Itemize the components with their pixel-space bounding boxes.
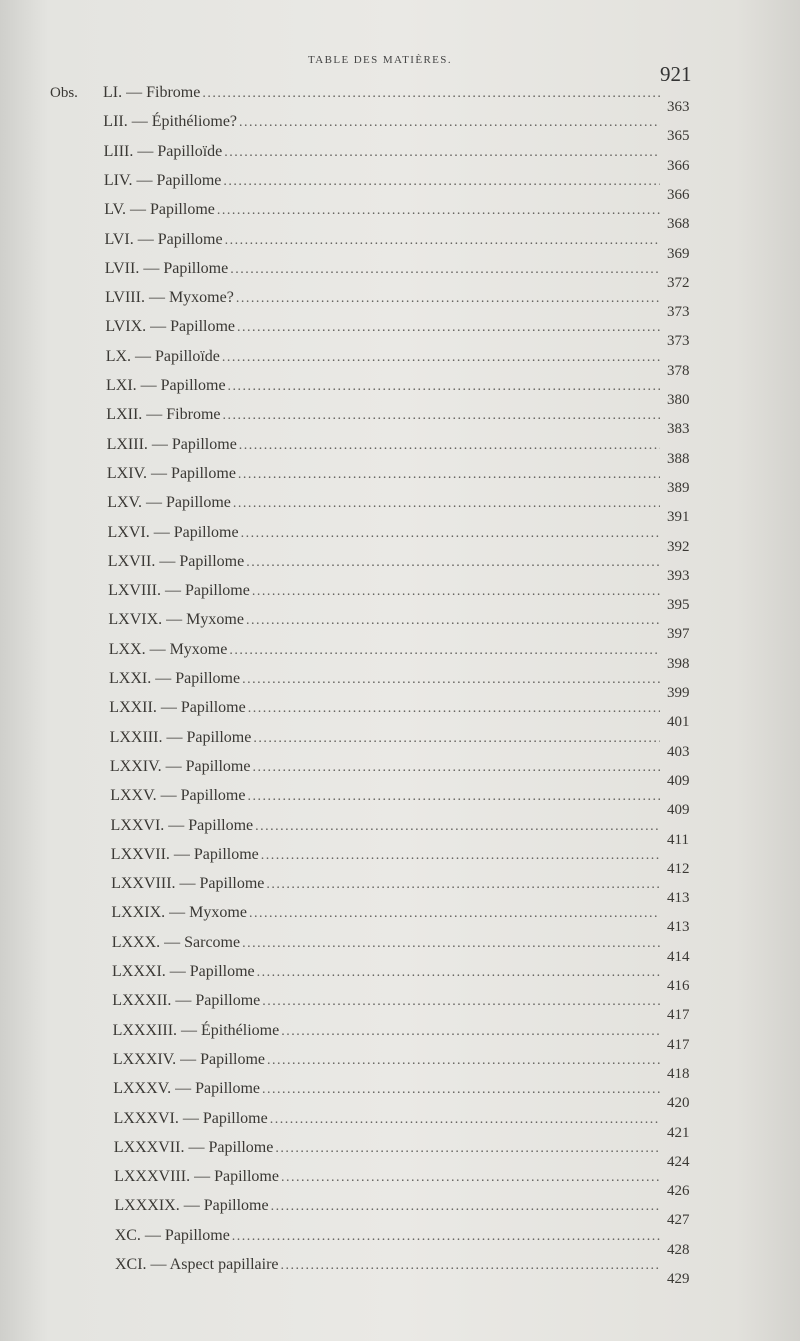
- toc-entry: [0, 82, 800, 115]
- toc-entry: [0, 609, 800, 643]
- toc-entry: [0, 1166, 800, 1200]
- toc-entry-label: LXXVIII. — Papillome: [111, 875, 265, 893]
- toc-entry-label: LIV. — Papillome: [103, 171, 222, 189]
- toc-entry-page: 398: [667, 655, 690, 672]
- toc-entry: [0, 1020, 800, 1053]
- toc-entry: [0, 1254, 800, 1287]
- toc-entry-page: 363: [667, 99, 690, 115]
- dot-leader: [246, 552, 660, 574]
- toc-entry-line: [110, 727, 660, 750]
- toc-entry-line: [109, 697, 660, 720]
- toc-entry-line: [115, 1254, 660, 1277]
- toc-entry-line: [109, 668, 660, 691]
- toc-entry-page: 365: [667, 128, 690, 145]
- toc-entry-line: [108, 522, 661, 545]
- toc-entry-page: 368: [667, 216, 690, 233]
- toc-entry-label: LII. — Épithéliome?: [103, 113, 238, 131]
- toc-entry-page: 409: [667, 772, 690, 789]
- toc-entry-line: [104, 199, 660, 222]
- toc-entry-page: 392: [667, 538, 690, 555]
- toc-entry-page: 397: [667, 626, 690, 643]
- obs-prefix: Obs.: [50, 85, 78, 101]
- toc-entry-line: [106, 375, 660, 398]
- dot-leader: [281, 1255, 660, 1277]
- toc-entry-label: LXXXIII. — Épithéliome: [112, 1021, 280, 1039]
- toc-entry: [0, 902, 800, 936]
- toc-entry-line: [113, 1020, 660, 1043]
- toc-entry-line: [107, 492, 660, 515]
- toc-entry-page: 428: [667, 1241, 690, 1258]
- toc-entry-line: [106, 346, 660, 369]
- toc-entry-page: 393: [667, 567, 690, 584]
- toc-entry: [0, 492, 800, 526]
- dot-leader: [252, 581, 660, 603]
- toc-entry-line: [106, 404, 660, 427]
- toc-entry: [0, 639, 800, 672]
- toc-entry-label: LXXIV. — Papillome: [109, 757, 251, 775]
- toc-entry: [0, 375, 800, 408]
- dot-leader: [239, 435, 660, 457]
- toc-entry-line: [107, 463, 660, 486]
- toc-entry-page: 389: [667, 479, 690, 496]
- toc-entry-line: [112, 932, 660, 955]
- toc-entry-page: 380: [667, 392, 690, 408]
- toc-entry-line: [112, 961, 660, 984]
- toc-entry: [0, 990, 800, 1024]
- toc-entry: [0, 697, 800, 731]
- toc-entry: [0, 932, 800, 965]
- toc-entry-label: LXI. — Papillome: [106, 377, 226, 394]
- dot-leader: [281, 1021, 660, 1043]
- toc-entry-page: 399: [667, 685, 690, 701]
- toc-entry-page: 391: [667, 509, 690, 526]
- toc-entry-label: LXXII. — Papillome: [109, 699, 246, 717]
- toc-entry-line: [111, 902, 660, 925]
- toc-entry-line: [103, 111, 660, 134]
- toc-entry-label: XCI. — Aspect papillaire: [115, 1256, 279, 1273]
- dot-leader: [249, 903, 660, 925]
- toc-entry-line: [105, 258, 660, 281]
- dot-leader: [239, 112, 660, 134]
- toc-entry-line: [107, 434, 660, 457]
- toc-entry-label: LIII. — Papilloïde: [103, 142, 223, 160]
- toc-entry: [0, 873, 800, 907]
- toc-entry-label: LXXXI. — Papillome: [112, 963, 255, 980]
- toc-entry-page: 413: [667, 919, 690, 936]
- toc-entry-page: 401: [667, 714, 690, 731]
- toc-entry-page: 373: [667, 304, 690, 321]
- toc-entry: [0, 727, 800, 760]
- toc-entry-line: [104, 170, 660, 193]
- page-number: 921: [660, 62, 692, 86]
- toc-entry-line: [104, 141, 660, 164]
- dot-leader: [262, 991, 660, 1013]
- toc-entry-page: 424: [667, 1153, 690, 1170]
- toc-entry: [0, 756, 800, 789]
- toc-entry-page: 429: [667, 1271, 690, 1287]
- toc-entry-label: LXVIX. — Myxome: [108, 611, 244, 629]
- toc-entry-line: [105, 229, 661, 252]
- toc-entry: [0, 1225, 800, 1258]
- toc-entry: [0, 287, 800, 321]
- toc-entry-label: LXXV. — Papillome: [110, 787, 246, 805]
- toc-entry-line: [111, 873, 660, 896]
- toc-entry-label: LI. — Fibrome: [103, 84, 201, 101]
- toc-entry-line: [112, 990, 660, 1013]
- toc-entry: [0, 199, 800, 233]
- toc-entry-line: [114, 1108, 661, 1131]
- toc-entry: [0, 668, 800, 701]
- toc-entry-line: [114, 1195, 660, 1218]
- toc-entry-page: 409: [667, 802, 690, 819]
- toc-entry-label: LXXVI. — Papillome: [110, 816, 254, 834]
- toc-entry-page: 421: [667, 1124, 690, 1141]
- toc-entry-line: [113, 1049, 660, 1072]
- toc-entry-page: 366: [667, 186, 690, 203]
- toc-entry-line: [114, 1166, 660, 1189]
- toc-entry-line: [115, 1225, 660, 1248]
- toc-entry-page: 388: [667, 450, 690, 467]
- dot-leader: [255, 816, 660, 838]
- dot-leader: [271, 1196, 660, 1218]
- toc-entry: [0, 1137, 800, 1170]
- toc-entry-page: 369: [667, 245, 690, 262]
- dot-leader: [261, 845, 660, 867]
- toc-entry: [0, 551, 800, 584]
- toc-entry-line: [113, 1078, 660, 1101]
- toc-entry-page: 427: [667, 1212, 690, 1229]
- toc-entry-line: [105, 316, 660, 339]
- toc-entry: [0, 1049, 800, 1082]
- toc-entry-label: LXXXVII. — Papillome: [113, 1138, 274, 1156]
- dot-leader: [230, 259, 660, 281]
- toc-entry-line: [108, 551, 660, 574]
- toc-entry-page: 417: [667, 1036, 690, 1053]
- toc-entry: [0, 258, 800, 291]
- toc-entry-label: LXXXVIII. — Papillome: [114, 1168, 279, 1186]
- toc-entry-label: LXXIX. — Myxome: [111, 904, 247, 922]
- dot-leader: [246, 610, 660, 632]
- toc-entry-label: LXVIII. — Papillome: [108, 582, 250, 600]
- toc-entry-page: 417: [667, 1007, 690, 1024]
- dot-leader: [266, 874, 660, 896]
- toc-entry-page: 426: [667, 1183, 690, 1200]
- toc-entry-page: 372: [667, 274, 690, 291]
- toc-entry-label: LXXXV. — Papillome: [113, 1080, 260, 1098]
- dot-leader: [233, 493, 660, 515]
- toc-entry-label: LXXXII. — Papillome: [112, 992, 261, 1010]
- dot-leader: [238, 464, 660, 486]
- toc-entry: [0, 815, 800, 848]
- dot-leader: [223, 171, 660, 193]
- toc-entry-label: LXXIII. — Papillome: [109, 728, 252, 746]
- toc-entry: [0, 170, 800, 203]
- toc-entry-page: 366: [667, 157, 690, 174]
- toc-entry: [0, 785, 800, 819]
- dot-leader: [267, 1050, 660, 1072]
- dot-leader: [275, 1138, 660, 1160]
- toc-entry-label: LXII. — Fibrome: [106, 406, 221, 424]
- toc-entry-label: LXXXIX. — Papillome: [114, 1197, 269, 1215]
- toc-entry-label: LXVI. — Papillome: [107, 523, 239, 541]
- dot-leader: [228, 376, 660, 398]
- toc-entry-label: LXXX. — Sarcome: [111, 933, 241, 951]
- dot-leader: [253, 728, 660, 750]
- toc-entry-page: 403: [667, 743, 690, 760]
- toc-entry-label: LXXXVI. — Papillome: [113, 1109, 268, 1127]
- toc-entry: [0, 229, 800, 262]
- toc-entry: [0, 522, 800, 555]
- toc-entry-label: LXIV. — Papillome: [106, 464, 236, 482]
- toc-entry-line: [109, 639, 660, 662]
- toc-entry-page: 383: [667, 421, 690, 438]
- toc-entry-line: [103, 82, 660, 105]
- toc-entry-label: LXXI. — Papillome: [109, 670, 241, 687]
- toc-entry-page: 416: [667, 978, 690, 994]
- toc-entry: [0, 434, 800, 467]
- toc-entry: [0, 346, 800, 379]
- toc-entry: [0, 844, 800, 877]
- toc-entry-page: 373: [667, 333, 690, 350]
- toc-entry: [0, 1108, 800, 1141]
- toc-entry: [0, 1195, 800, 1229]
- toc-entry-label: LVII. — Papillome: [104, 259, 229, 277]
- toc-entry-page: 418: [667, 1065, 690, 1082]
- toc-entry-line: [111, 844, 660, 867]
- toc-entry-label: LXXXIV. — Papillome: [112, 1050, 266, 1068]
- dot-leader: [222, 347, 660, 369]
- toc-entry-label: LXV. — Papillome: [107, 494, 231, 512]
- toc-entry: [0, 1078, 800, 1112]
- toc-entry-page: 413: [667, 890, 690, 907]
- toc-entry-line: [110, 756, 660, 779]
- dot-leader: [217, 200, 660, 222]
- toc-entry-line: [108, 580, 660, 603]
- dot-leader: [202, 83, 660, 105]
- toc-entry-label: LXVII. — Papillome: [107, 552, 245, 570]
- toc-entry-page: 414: [667, 948, 690, 965]
- dot-leader: [270, 1109, 660, 1131]
- toc-entry-line: [105, 287, 660, 310]
- dot-leader: [224, 142, 660, 164]
- toc-entry: [0, 316, 800, 350]
- dot-leader: [232, 1226, 660, 1248]
- toc-entry-label: XC. — Papillome: [114, 1226, 230, 1244]
- dot-leader: [242, 669, 660, 691]
- toc-entry: [0, 463, 800, 496]
- toc-entry-label: LXXVII. — Papillome: [110, 845, 259, 863]
- toc-entry-label: LVIX. — Papillome: [105, 318, 236, 336]
- toc-entry-page: 411: [667, 831, 689, 848]
- toc-entry: [0, 580, 800, 614]
- dot-leader: [236, 288, 660, 310]
- dot-leader: [262, 1079, 660, 1101]
- toc-entry: [0, 111, 800, 145]
- toc-entry-page: 395: [667, 597, 690, 614]
- dot-leader: [281, 1167, 660, 1189]
- dot-leader: [247, 786, 660, 808]
- toc-entry-page: 412: [667, 860, 690, 877]
- toc-entry-label: LX. — Papilloïde: [105, 347, 220, 365]
- toc-entry-line: [108, 609, 660, 632]
- toc-entry-line: [110, 785, 660, 808]
- toc-entry: [0, 404, 800, 438]
- dot-leader: [229, 640, 660, 662]
- toc-entry-page: 378: [667, 362, 690, 379]
- dot-leader: [242, 933, 660, 955]
- dot-leader: [248, 698, 660, 720]
- toc-entry-label: LXX. — Myxome: [108, 640, 228, 658]
- toc-entry-label: LV. — Papillome: [104, 201, 215, 219]
- dot-leader: [241, 523, 660, 545]
- toc-entry-line: [111, 815, 661, 838]
- toc-entry: [0, 961, 800, 994]
- toc-entry-label: LVIII. — Myxome?: [105, 289, 234, 307]
- toc-entry-page: 420: [667, 1095, 690, 1112]
- toc-entry-label: LVI. — Papillome: [104, 230, 223, 248]
- dot-leader: [252, 757, 660, 779]
- dot-leader: [257, 962, 660, 984]
- toc-entry: [0, 141, 800, 174]
- running-title: TABLE DES MATIÈRES.: [308, 54, 452, 66]
- toc-entry-label: LXIII. — Papillome: [106, 435, 237, 453]
- dot-leader: [237, 317, 660, 339]
- dot-leader: [225, 230, 660, 252]
- toc-entry-line: [114, 1137, 660, 1160]
- dot-leader: [223, 405, 661, 427]
